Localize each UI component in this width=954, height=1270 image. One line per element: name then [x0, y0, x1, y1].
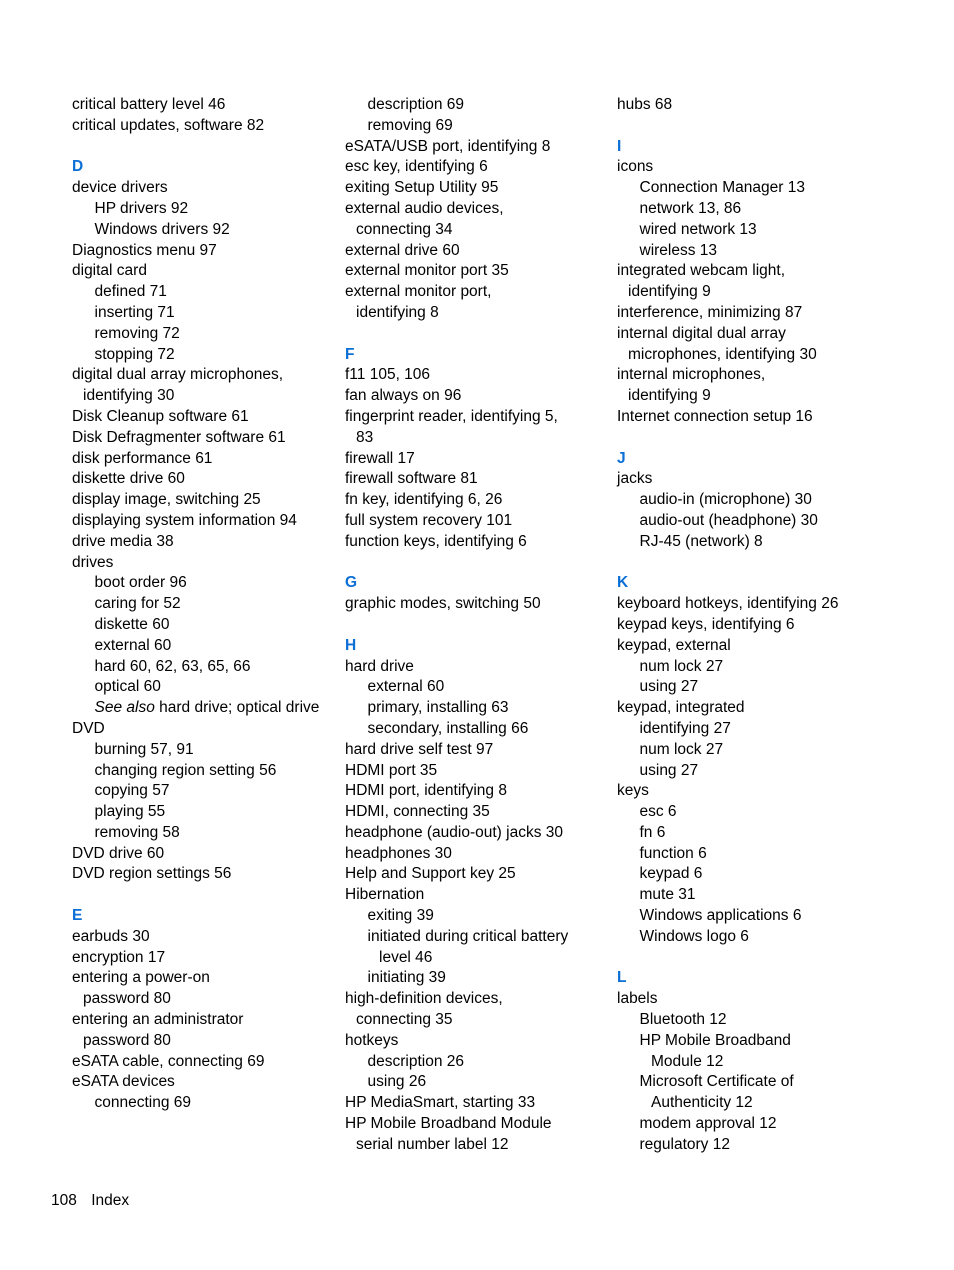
- index-column-2: [345, 95, 607, 1156]
- index-subentry: modem approval 12: [639, 1115, 777, 1133]
- index-subentry: Windows drivers 92: [94, 220, 230, 238]
- index-subentry: using 26: [367, 1073, 427, 1091]
- index-subentry: regulatory 12: [639, 1135, 730, 1153]
- index-entry: earbuds 30: [72, 927, 150, 945]
- index-entry: device drivers: [72, 179, 168, 197]
- page-number: 108: [51, 1192, 77, 1209]
- index-entry: HP MediaSmart, starting 33: [345, 1094, 536, 1112]
- index-subentry: Windows applications 6: [639, 907, 802, 925]
- index-subentry: diskette 60: [94, 615, 170, 633]
- index-subentry: removing 58: [94, 823, 180, 841]
- see-also-target: hard drive; optical drive: [154, 699, 320, 717]
- index-subentry: external 60: [367, 678, 445, 696]
- index-entry: critical updates, software 82: [72, 116, 265, 134]
- index-subentry: connecting 34: [356, 220, 453, 238]
- index-subentry: identifying 9: [628, 387, 711, 405]
- index-entry: digital dual array microphones,: [72, 366, 284, 384]
- index-subentry: using 27: [639, 678, 699, 696]
- index-subentry: burning 57, 91: [94, 740, 194, 758]
- index-see-also: [72, 698, 334, 719]
- index-subentry: changing region setting 56: [94, 761, 277, 779]
- index-entry: Internet connection setup 16: [617, 407, 813, 425]
- index-entry: graphic modes, switching 50: [345, 595, 541, 613]
- index-subentry: connecting 35: [356, 1011, 453, 1029]
- index-column-3: [617, 95, 879, 1156]
- index-subentry: serial number label 12: [356, 1135, 509, 1153]
- index-subentry: using 27: [639, 761, 699, 779]
- index-subentry: password 80: [83, 1031, 171, 1049]
- index-entry: hard drive: [345, 657, 414, 675]
- index-entry: encryption 17: [72, 948, 166, 966]
- index-subentry: HP Mobile Broadband: [639, 1031, 791, 1049]
- index-subentry: external 60: [94, 636, 172, 654]
- index-subentry: Module 12: [651, 1052, 724, 1070]
- index-entry: hubs 68: [617, 96, 673, 113]
- index-entry: displaying system information 94: [72, 511, 297, 529]
- index-entry: interference, minimizing 87: [617, 303, 803, 321]
- index-subentry: caring for 52: [94, 595, 181, 613]
- index-entry: external monitor port 35: [345, 262, 509, 280]
- index-entry: Disk Cleanup software 61: [72, 407, 249, 425]
- index-subentry: microphones, identifying 30: [628, 345, 817, 363]
- index-entry: keypad, integrated: [617, 699, 745, 717]
- index-entry: eSATA cable, connecting 69: [72, 1052, 265, 1070]
- index-letter-heading: K: [617, 574, 629, 592]
- index-subentry: initiating 39: [367, 969, 446, 987]
- index-letter-heading: J: [617, 449, 626, 467]
- index-entry: DVD: [72, 719, 105, 737]
- index-entry: labels: [617, 990, 658, 1008]
- index-gap: [617, 553, 879, 574]
- index-gap: [72, 885, 334, 906]
- index-entry: hard drive self test 97: [345, 740, 494, 758]
- index-entry: headphone (audio-out) jacks 30: [345, 823, 564, 841]
- index-entry: exiting Setup Utility 95: [345, 179, 499, 197]
- index-entry: keypad keys, identifying 6: [617, 615, 795, 633]
- index-entry: keys: [617, 782, 649, 800]
- index-subentry: stopping 72: [94, 345, 175, 363]
- index-gap: [617, 428, 879, 449]
- index-entry: fn key, identifying 6, 26: [345, 491, 503, 509]
- section-name: Index: [91, 1192, 130, 1209]
- index-subentry: optical 60: [94, 678, 161, 696]
- index-entry: headphones 30: [345, 844, 452, 862]
- index-entry: entering an administrator: [72, 1011, 244, 1029]
- index-subentry: secondary, installing 66: [367, 719, 529, 737]
- index-entry: diskette drive 60: [72, 470, 185, 488]
- index-entry: keyboard hotkeys, identifying 26: [617, 595, 839, 613]
- index-letter-heading: L: [617, 969, 627, 987]
- index-subentry: description 26: [367, 1052, 465, 1070]
- index-letter-heading: D: [72, 158, 84, 176]
- index-gap: [72, 137, 334, 158]
- see-also-label: See also: [94, 699, 155, 717]
- index-entry: keypad, external: [617, 636, 731, 654]
- index-entry: HDMI port, identifying 8: [345, 782, 507, 800]
- index-entry: Diagnostics menu 97: [72, 241, 217, 259]
- index-letter-heading: E: [72, 907, 83, 925]
- index-subentry: Connection Manager 13: [639, 179, 805, 197]
- index-entry: critical battery level 46: [72, 96, 226, 113]
- index-entry: HDMI port 35: [345, 761, 438, 779]
- index-subentry: identifying 8: [356, 303, 439, 321]
- index-entry: entering a power-on: [72, 969, 210, 987]
- index-column-1: [72, 95, 334, 1114]
- index-subentry: Windows logo 6: [639, 927, 749, 945]
- index-subentry: RJ-45 (network) 8: [639, 532, 763, 550]
- index-subentry: network 13, 86: [639, 199, 742, 217]
- index-subentry: keypad 6: [639, 865, 703, 883]
- index-gap: [345, 324, 607, 345]
- index-subentry: identifying 9: [628, 283, 711, 301]
- index-subentry: removing 69: [367, 116, 453, 134]
- index-entry: external drive 60: [345, 241, 460, 259]
- index-subentry: wired network 13: [639, 220, 757, 238]
- index-subentry: Bluetooth 12: [639, 1011, 727, 1029]
- index-entry: DVD region settings 56: [72, 865, 232, 883]
- index-subentry: audio-out (headphone) 30: [639, 511, 818, 529]
- index-subentry: audio-in (microphone) 30: [639, 491, 812, 509]
- index-entry: high-definition devices,: [345, 990, 503, 1008]
- index-entry: integrated webcam light,: [617, 262, 786, 280]
- index-entry: Hibernation: [345, 886, 425, 904]
- index-entry: firewall 17: [345, 449, 415, 467]
- index-entry: display image, switching 25: [72, 491, 261, 509]
- index-subentry: esc 6: [639, 803, 677, 821]
- index-entry: eSATA devices: [72, 1073, 175, 1091]
- index-subentry: Authenticity 12: [651, 1094, 753, 1112]
- index-subentry: defined 71: [94, 283, 167, 301]
- index-entry: fan always on 96: [345, 387, 462, 405]
- index-entry: internal microphones,: [617, 366, 766, 384]
- index-subentry: playing 55: [94, 803, 166, 821]
- index-subentry: 83: [356, 428, 374, 446]
- index-subentry: exiting 39: [367, 907, 434, 925]
- index-subentry: function 6: [639, 844, 707, 862]
- index-subentry: identifying 30: [83, 387, 175, 405]
- index-subentry: initiated during critical battery: [367, 927, 569, 945]
- index-subentry: inserting 71: [94, 303, 175, 321]
- index-entry: internal digital dual array: [617, 324, 786, 342]
- index-subentry: fn 6: [639, 823, 666, 841]
- index-subentry: boot order 96: [94, 574, 187, 592]
- index-subentry: connecting 69: [94, 1094, 192, 1112]
- index-entry: firewall software 81: [345, 470, 478, 488]
- index-entry: esc key, identifying 6: [345, 158, 488, 176]
- index-entry: digital card: [72, 262, 147, 280]
- index-entry: fingerprint reader, identifying 5,: [345, 407, 558, 425]
- index-entry: drives: [72, 553, 114, 571]
- index-subentry: removing 72: [94, 324, 180, 342]
- index-subentry: wireless 13: [639, 241, 718, 259]
- index-gap: [345, 615, 607, 636]
- index-subentry: num lock 27: [639, 657, 724, 675]
- index-subentry: Microsoft Certificate of: [639, 1073, 794, 1091]
- index-subentry: password 80: [83, 990, 171, 1008]
- index-subentry: primary, installing 63: [367, 699, 509, 717]
- index-entry: Disk Defragmenter software 61: [72, 428, 286, 446]
- index-entry: eSATA/USB port, identifying 8: [345, 137, 551, 155]
- index-entry: HDMI, connecting 35: [345, 803, 490, 821]
- index-subentry: level 46: [379, 948, 433, 966]
- index-letter-heading: I: [617, 137, 622, 155]
- index-entry: function keys, identifying 6: [345, 532, 527, 550]
- index-gap: [617, 948, 879, 969]
- index-subentry: mute 31: [639, 886, 696, 904]
- index-entry: f11 105, 106: [345, 366, 431, 384]
- index-letter-heading: G: [345, 574, 358, 592]
- index-letter-heading: F: [345, 345, 355, 363]
- index-entry: hotkeys: [345, 1031, 399, 1049]
- index-gap: [617, 116, 879, 137]
- index-letter-heading: H: [345, 636, 357, 654]
- index-entry: external audio devices,: [345, 199, 504, 217]
- index-subentry: hard 60, 62, 63, 65, 66: [94, 657, 251, 675]
- index-entry: HP Mobile Broadband Module: [345, 1115, 552, 1133]
- index-subentry: copying 57: [94, 782, 170, 800]
- index-entry: disk performance 61: [72, 449, 213, 467]
- index-subentry: description 69: [367, 96, 465, 113]
- index-subentry: num lock 27: [639, 740, 724, 758]
- index-entry: external monitor port,: [345, 283, 492, 301]
- index-entry: drive media 38: [72, 532, 174, 550]
- index-subentry: identifying 27: [639, 719, 731, 737]
- index-subentry: HP drivers 92: [94, 199, 189, 217]
- index-entry: Help and Support key 25: [345, 865, 516, 883]
- index-entry: DVD drive 60: [72, 844, 165, 862]
- page-footer: [51, 1192, 139, 1210]
- index-gap: [345, 553, 607, 574]
- index-entry: icons: [617, 158, 654, 176]
- index-entry: jacks: [617, 470, 653, 488]
- index-entry: full system recovery 101: [345, 511, 513, 529]
